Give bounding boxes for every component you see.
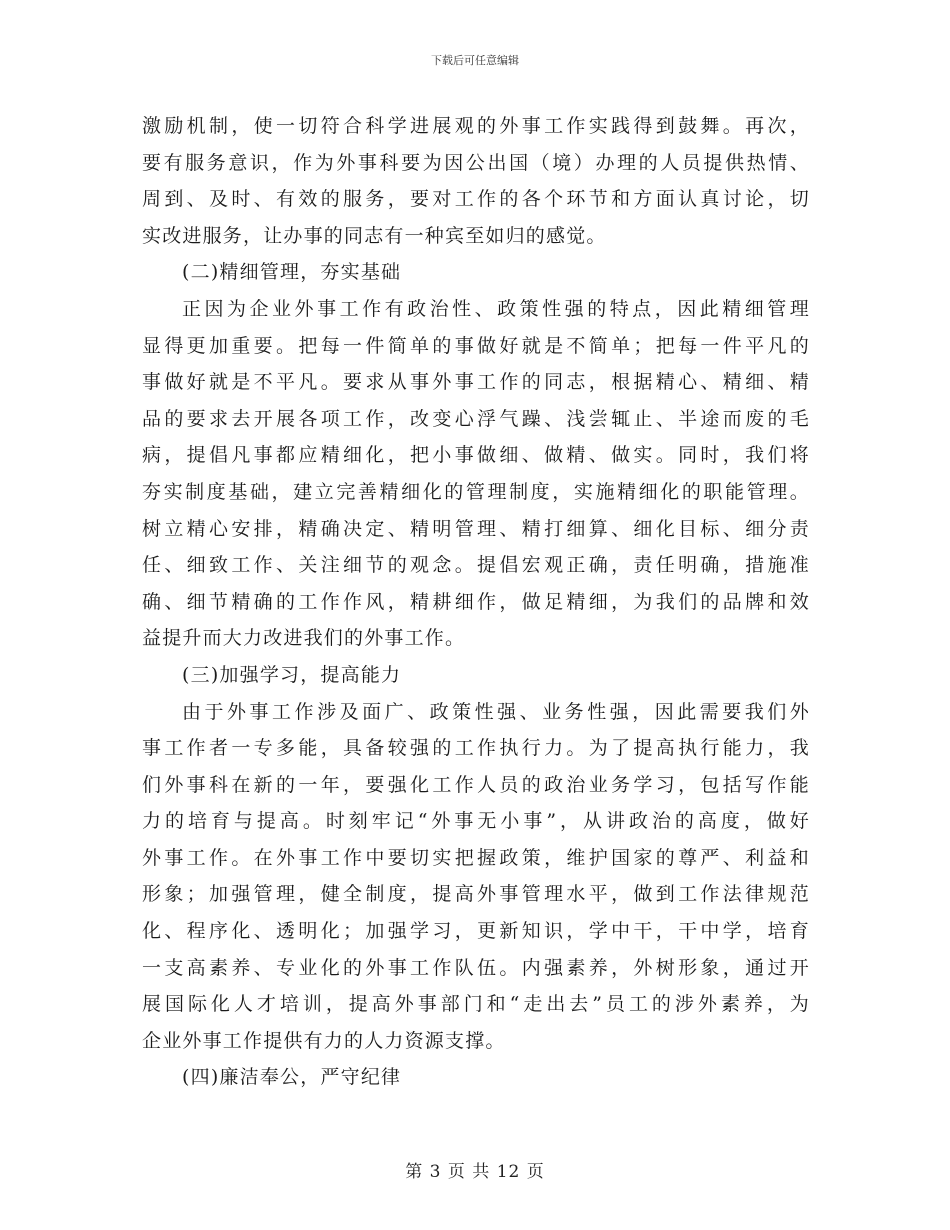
text-line: 事工作者一专多能，具备较强的工作执行力。为了提高执行能力，我 <box>142 737 810 760</box>
page-number: 第 3 页 共 12 页 <box>405 1162 545 1182</box>
text-line: 激励机制，使一切符合科学进展观的外事工作实践得到鼓舞。再次， <box>142 115 810 137</box>
text-line: 病，提倡凡事都应精细化，把小事做细、做精、做实。同时，我们将 <box>142 444 810 467</box>
page-header: 下载后可任意编辑 <box>431 54 519 67</box>
section-heading: (二)精细管理，夯实基础 <box>182 261 402 284</box>
text-line: 显得更加重要。把每一件简单的事做好就是不简单；把每一件平凡的 <box>142 334 810 357</box>
text-line: 正因为企业外事工作有政治性、政策性强的特点，因此精细管理 <box>182 297 810 320</box>
text-line: 要有服务意识，作为外事科要为因公出国（境）办理的人员提供热情、 <box>142 151 810 174</box>
text-line: 企业外事工作提供有力的人力资源支撑。 <box>142 1029 506 1052</box>
paragraph <box>142 291 810 657</box>
text-line: 一支高素养、专业化的外事工作队伍。内强素养，外树形象，通过开 <box>142 956 810 979</box>
text-line: 事做好就是不平凡。要求从事外事工作的同志，根据精心、精细、精 <box>142 371 810 394</box>
text-line: 力的培育与提高。时刻牢记“外事无小事”，从讲政治的高度，做好 <box>142 810 810 833</box>
paragraph <box>142 694 810 1060</box>
text-line: 夯实制度基础，建立完善精细化的管理制度，实施精细化的职能管理。 <box>142 480 810 503</box>
section-heading: (四)廉洁奉公，严守纪律 <box>182 1066 402 1089</box>
text-line: 品的要求去开展各项工作，改变心浮气躁、浅尝辄止、半途而废的毛 <box>142 407 810 430</box>
text-line: 周到、及时、有效的服务，要对工作的各个环节和方面认真讨论，切 <box>142 188 810 211</box>
text-line: 实改进服务，让办事的同志有一种宾至如归的感觉。 <box>142 224 607 247</box>
text-line: 们外事科在新的一年，要强化工作人员的政治业务学习，包括写作能 <box>142 773 810 796</box>
section-heading: (三)加强学习，提高能力 <box>182 663 402 686</box>
text-line: 化、程序化、透明化；加强学习，更新知识，学中干，干中学，培育 <box>142 920 810 943</box>
text-line: 外事工作。在外事工作中要切实把握政策，维护国家的尊严、利益和 <box>142 846 810 869</box>
text-line: 由于外事工作涉及面广、政策性强、业务性强，因此需要我们外 <box>182 700 810 723</box>
text-line: 确、细节精确的工作作风，精耕细作，做足精细，为我们的品牌和效 <box>142 590 810 613</box>
paragraph <box>142 108 810 254</box>
text-line: 形象；加强管理，健全制度，提高外事管理水平，做到工作法律规范 <box>142 883 810 906</box>
text-line: 益提升而大力改进我们的外事工作。 <box>142 627 466 650</box>
document-body <box>142 108 810 1096</box>
text-line: 任、细致工作、关注细节的观念。提倡宏观正确，责任明确，措施准 <box>142 554 810 577</box>
text-line: 展国际化人才培训，提高外事部门和“走出去”员工的涉外素养，为 <box>142 993 810 1016</box>
text-line: 树立精心安排，精确决定、精明管理、精打细算、细化目标、细分责 <box>142 517 810 540</box>
